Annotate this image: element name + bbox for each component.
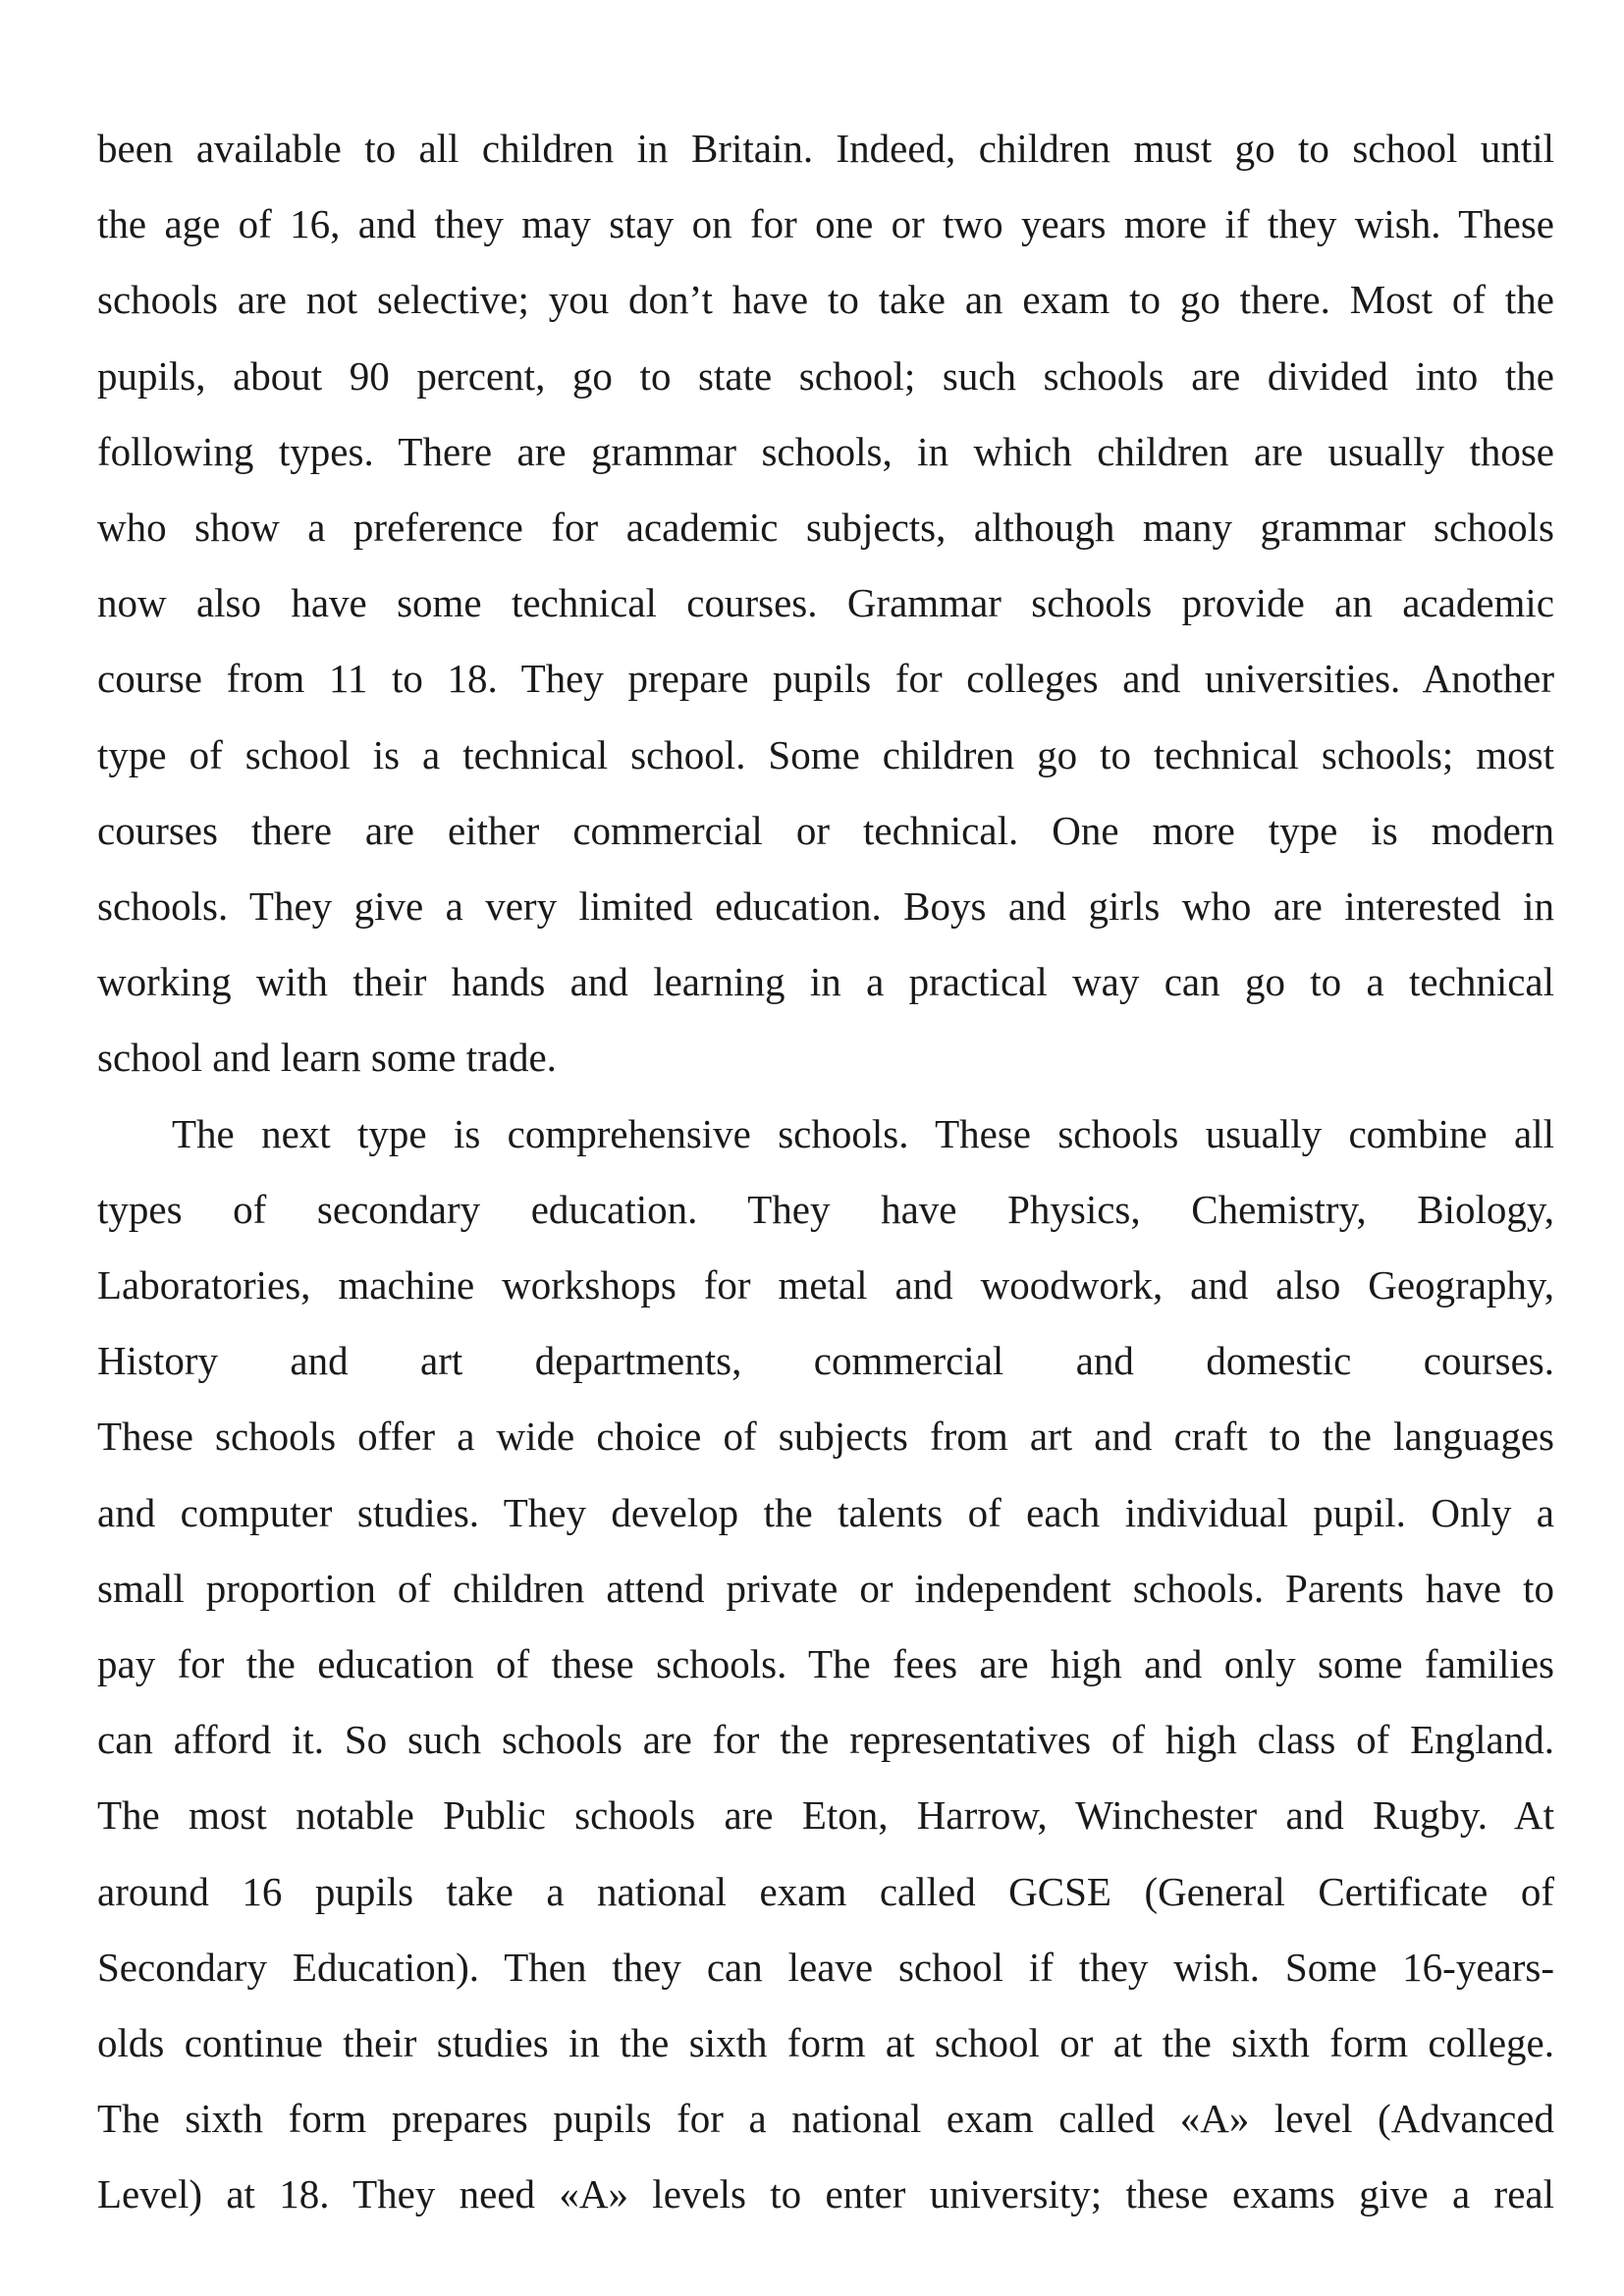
text-line: pupils, about 90 percent, go to state school; such schools are divided into the <box>97 352 1554 399</box>
text-line: been available to all children in Britain. Indeed, children must go to school until <box>97 126 1554 171</box>
text-line: Level) at 18. They need «A» levels to enter university; these exams give a real <box>97 2171 1554 2217</box>
text-line: school and learn some trade. <box>97 1035 557 1081</box>
text-line: who show a preference for academic subjects, although many grammar schools <box>97 505 1554 551</box>
text-line: can afford it. So such schools are for the representatives of high class of England. <box>97 1717 1554 1763</box>
text-line: olds continue their studies in the sixth form at school or at the sixth form college. <box>97 2020 1554 2066</box>
text-line: schools. They give a very limited education. Boys and girls who are interested in <box>97 883 1554 930</box>
paragraph-1 <box>97 111 1554 1096</box>
text-line: pay for the education of these schools. The fees are high and only some families <box>97 1641 1554 1687</box>
text-line: the age of 16, and they may stay on for one or two years more if they wish. These <box>97 201 1554 247</box>
text-line: and computer studies. They develop the talents of each individual pupil. Only a <box>97 1489 1554 1535</box>
text-line: following types. There are grammar schools, in which children are usually those <box>97 428 1554 474</box>
text-line: small proportion of children attend private or independent schools. Parents have to <box>97 1565 1554 1611</box>
body-text <box>97 111 1554 2233</box>
text-line: type of school is a technical school. Some children go to technical schools; most <box>97 731 1554 777</box>
text-line: working with their hands and learning in a practical way can go to a technical <box>97 959 1554 1005</box>
text-line: The sixth form prepares pupils for a national exam called «A» level (Advanced <box>97 2096 1554 2142</box>
text-line: Secondary Education). Then they can leave school if they wish. Some 16-years- <box>97 1944 1554 1990</box>
text-line: The next type is comprehensive schools. These schools usually combine all <box>172 1110 1554 1156</box>
text-line: History and art departments, commercial and domestic courses. <box>97 1338 1554 1384</box>
text-line: types of secondary education. They have Physics, Chemistry, Biology, <box>97 1186 1554 1232</box>
text-line: course from 11 to 18. They prepare pupils for colleges and universities. Another <box>97 656 1554 702</box>
text-line: now also have some technical courses. Grammar schools provide an academic <box>97 580 1554 626</box>
text-line: courses there are either commercial or technical. One more type is modern <box>97 807 1554 853</box>
paragraph-2 <box>97 1096 1554 2233</box>
text-line: These schools offer a wide choice of subjects from art and craft to the languages <box>97 1414 1554 1460</box>
text-line: around 16 pupils take a national exam called GCSE (General Certificate of <box>97 1868 1554 1914</box>
text-line: Laboratories, machine workshops for metal and woodwork, and also Geography, <box>97 1262 1554 1308</box>
text-line: The most notable Public schools are Eton, Harrow, Winchester and Rugby. At <box>97 1792 1554 1839</box>
text-line: schools are not selective; you don’t have to take an exam to go there. Most of the <box>97 277 1554 323</box>
